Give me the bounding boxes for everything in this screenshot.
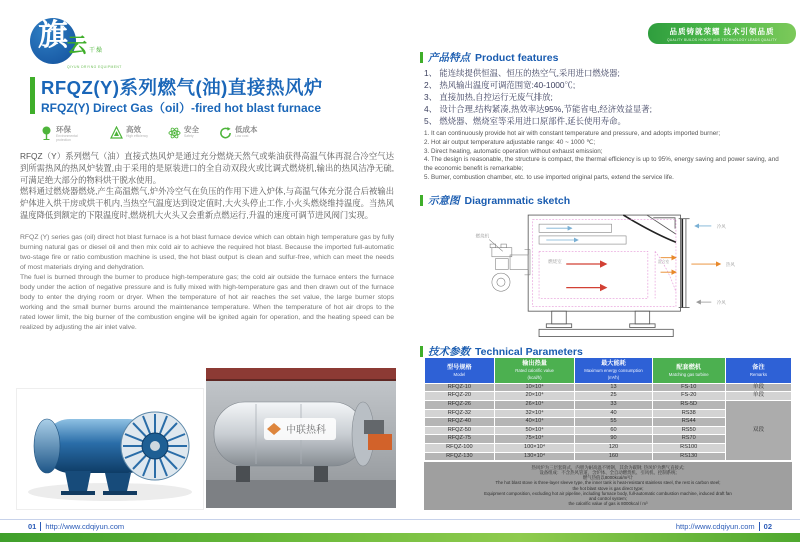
intro-en-p2: The fuel is burned through the burner to produce high-temperature gas; the cold air outside the furnace enters the furnace body under the action of negative pressure and is fully mixed with high-temperature gas and then drawn out of the furnace body to enter the drying room or dryer. When the temperature of hot air reaches the set value, the large burner stops working and the small burner burns around the maintenance temperature. When the temperature of hot air drops to the rated lower limit, the big burner of the combustion engine will be ignited again for operation, and the heating speed can be realized by adjusting the air inlet valve.: [20, 274, 394, 331]
feature-item-cn: 3、 直接加热,自控运行无废气排放;: [424, 92, 553, 102]
page-number-left: 01: [28, 522, 37, 531]
intro-en-p1: RFQZ (Y) series gas (oil) direct hot blast furnace is a hot blast furnace device which can obtain high temperature gas by fully burning natural gas or diesel oil and then mix cold air to achieve the required hot blast. Because the imported full-automatic two-stage fire or ratio combustion machine is used, the hot blast output is clean and sulfur-free, which can meet the needs of most materials drying and dehydration.: [20, 234, 395, 271]
section-title-en: Diagrammatic sketch: [464, 194, 571, 207]
badge-label-cn: 低成本: [235, 125, 258, 134]
furnace-sketch: [420, 206, 795, 342]
intro-cn-p2: 燃料通过燃烧器燃烧,产生高温燃气,炉外冷空气在负压的作用下进入炉体,与高温气体充分混合后被输出炉体进入烘干房或烘干机内,当热空气温度达到设定值时,大火头停止工作,小火头燃烧维持温度。当热风温度降低到额定的下限温度时,燃烧机大火头又会重新点燃运行,升温的速度可调节进风阀门实现。: [20, 186, 394, 220]
table-notes: [424, 462, 792, 510]
section-title-cn: 技术参数: [428, 346, 470, 358]
logo-tagline: QIYUN DRYING EQUIPMENT: [67, 65, 122, 69]
furnace-diagram: [420, 206, 795, 342]
feature-list-en: [424, 130, 788, 183]
badge-label-cn: 高效: [126, 125, 141, 134]
diagram-label-cold-top: 冷风: [716, 223, 726, 229]
badge-label-en: Safety: [184, 134, 194, 139]
finned-end-icon: [121, 412, 189, 480]
technical-parameters-block: [424, 357, 792, 510]
badge-label-en: Environmental protection: [56, 134, 78, 143]
tree-icon: [40, 126, 53, 140]
feature-item-cn: 4、 设计合理,结构紧凑,热效率达95%,节能省电,经济效益显著;: [424, 104, 653, 114]
note-line: and control system;: [588, 495, 628, 501]
table-row: RFQZ-26 26×10⁴ 33 RS-5D 双段: [425, 401, 792, 410]
photo-watermark: [264, 418, 336, 440]
table-row: RFQZ-75 75×10⁴ 90 RS70: [425, 435, 792, 444]
feature-item-en: 1. It can continuously provide hot air with constant temperature and pressure, and adopts imported burner;: [424, 130, 721, 137]
badge-low-cost: [219, 126, 258, 142]
badge-label-cn: 环保: [56, 125, 71, 134]
note-line: the calorific value of gas is 8000kcal / m³: [568, 500, 648, 506]
feature-badges: [40, 126, 258, 142]
col-header-remarks: 备注 Remarks: [725, 358, 791, 384]
feature-item-cn: 1、 能连续提供恒温、恒压的热空气,采用进口燃烧器;: [424, 68, 620, 78]
product-photo-blue-furnace: [16, 388, 204, 510]
footer-url-left[interactable]: http://www.cdqiyun.com: [45, 522, 125, 531]
footer-separator: [759, 522, 760, 531]
diagram-label-cold-bottom: 冷风: [716, 299, 726, 305]
parameters-table: [424, 357, 792, 461]
page-number-right: 02: [763, 522, 772, 531]
badge-efficiency: [110, 126, 148, 142]
footer-url-right[interactable]: http://www.cdqiyun.com: [675, 522, 755, 531]
footer-left: [28, 522, 124, 531]
badge-environmental: [40, 126, 90, 142]
feature-item-en: 2. Hot air output temperature adjustable range: 40 ~ 1000 ℃;: [424, 138, 596, 146]
blue-furnace-illustration: [17, 389, 203, 509]
leaf-triangle-icon: [110, 126, 123, 140]
product-photo-workshop: [206, 368, 396, 508]
merged-remark-cell: 双段: [725, 401, 791, 461]
footer-separator: [40, 522, 41, 531]
title-accent-bar: [30, 77, 35, 114]
section-accent-bar: [420, 52, 423, 63]
bottom-accent-bar: [0, 533, 800, 542]
diagram-label-chamber: 燃烧室: [548, 259, 562, 265]
section-title-cn: 产品特点: [428, 52, 470, 64]
table-row: RFQZ-40 40×10⁴ 55 RS44: [425, 418, 792, 427]
intro-paragraphs-cn: [20, 151, 394, 222]
col-header-consumption: 最大能耗 Maximum energy consumption (m³/h): [575, 358, 652, 384]
badge-label-en: High efficiency: [126, 134, 148, 139]
note-line: Equipment composition, excluding hot air pipeline, including furnace body, full-automatic combustion machine, induced draft fan: [484, 490, 732, 496]
quality-banner-text-en: QUALITY BUILDS HONOR AND TECHNOLOGY LEADS QUALITY: [667, 37, 777, 42]
badge-label-cn: 安全: [184, 125, 199, 134]
diagram-label-hot: 热风: [725, 261, 735, 267]
badge-safety: [168, 126, 199, 142]
table-row: RFQZ-130 130×10⁴ 160 RS130: [425, 452, 792, 461]
quality-banner-text-cn: 品质铸就荣耀 技术引领品质: [669, 26, 775, 36]
feature-item-en: 4. The design is reasonable, the structure is compact, the thermal efficiency is up to 95%, energy saving and power saving, and the economic benefit is remarkable;: [424, 156, 779, 173]
table-row: RFQZ-10 10×10⁴ 13 FS-10 单段: [425, 383, 792, 392]
quality-banner: [648, 23, 796, 44]
feature-list-cn: [424, 67, 794, 127]
logo-cloud-character: 云: [67, 33, 87, 57]
col-header-model: 型号规格 Model: [425, 358, 495, 384]
feature-item-en: 5. Burner, combustion chamber, etc. to use imported original parts, extend the service life.: [424, 173, 674, 181]
page-title-en: RFQZ(Y) Direct Gas（oil）-fired hot blast furnace: [41, 101, 322, 115]
logo-main-character: 旗: [38, 18, 68, 53]
table-row: RFQZ-50 50×10⁴ 60 RS50: [425, 426, 792, 435]
workshop-furnace-illustration: [206, 368, 396, 508]
section-title-cn: 示意图: [428, 195, 460, 207]
section-title-en: Technical Parameters: [475, 345, 583, 358]
section-accent-bar: [420, 346, 423, 357]
table-row: RFQZ-100 100×10⁴ 120 RS100: [425, 443, 792, 452]
footer-right: [676, 522, 772, 531]
feature-item-cn: 2、 热风输出温度可调范围宽:40-1000℃;: [424, 80, 576, 90]
diagram-label-mixing: 混合室: [657, 260, 670, 265]
note-line: the hot blast stove is gas direct type;: [572, 485, 644, 491]
badge-label-en: Low cost: [235, 134, 249, 139]
recycle-arrows-icon: [219, 126, 232, 140]
logo-suffix: 干燥: [89, 48, 104, 54]
atom-icon: [168, 126, 181, 140]
section-accent-bar: [420, 195, 423, 206]
table-row: RFQZ-20 20×10⁴ 25 FS-20 单段: [425, 392, 792, 401]
note-line: 燃气热值以8000kcal/m³计: [582, 475, 634, 481]
page-title-cn: RFQZ(Y)系列燃气(油)直接热风炉: [41, 77, 323, 98]
watermark-text: 中联热科: [286, 425, 326, 436]
diagram-label-burner: 燃烧机: [475, 233, 490, 239]
section-title-en: Product features: [475, 51, 559, 64]
intro-cn-p1: RFQZ（Y）系列燃气（油）直接式热风炉是通过充分燃烧天然气或柴油获得高温气体再混合冷空气达到所需热风的热风炉装置,由于采用的是原装进口的全自动双段火或比调式燃烧机,输出的热风洁净无硫,可满足绝大部分的物料烘干脱水使用。: [20, 151, 394, 185]
feature-item-en: 3. Direct heating, automatic operation without exhaust emission;: [424, 147, 603, 155]
feature-item-cn: 5、 燃烧器、燃烧室等采用进口原部件,延长使用寿命。: [424, 116, 626, 126]
company-logo: [30, 18, 140, 78]
note-line: The hot blast stove is three-layer sleeve type, the inner tank is heat-resistant stainless steel, the rest is carbon steel;: [495, 480, 721, 486]
note-line: 热风炉为三层套筒式，内胆为耐高温不锈钢，其余为碳钢; 热风炉为燃气直接式;: [531, 465, 685, 471]
section-header-features: [420, 50, 558, 65]
table-row: RFQZ-32 32×10⁴ 40 RS38: [425, 409, 792, 418]
intro-paragraphs-en: [20, 233, 394, 333]
footer-divider: [0, 519, 800, 520]
note-line: 设备组成：不含热风管道，含炉体、全自动燃烧机、引风机、控制系统;: [539, 470, 677, 476]
col-header-burner: 配套燃机 Matching gas turbine: [652, 358, 725, 384]
col-header-heat: 输出热量 Rated calorific value (kcal/h): [494, 358, 575, 384]
